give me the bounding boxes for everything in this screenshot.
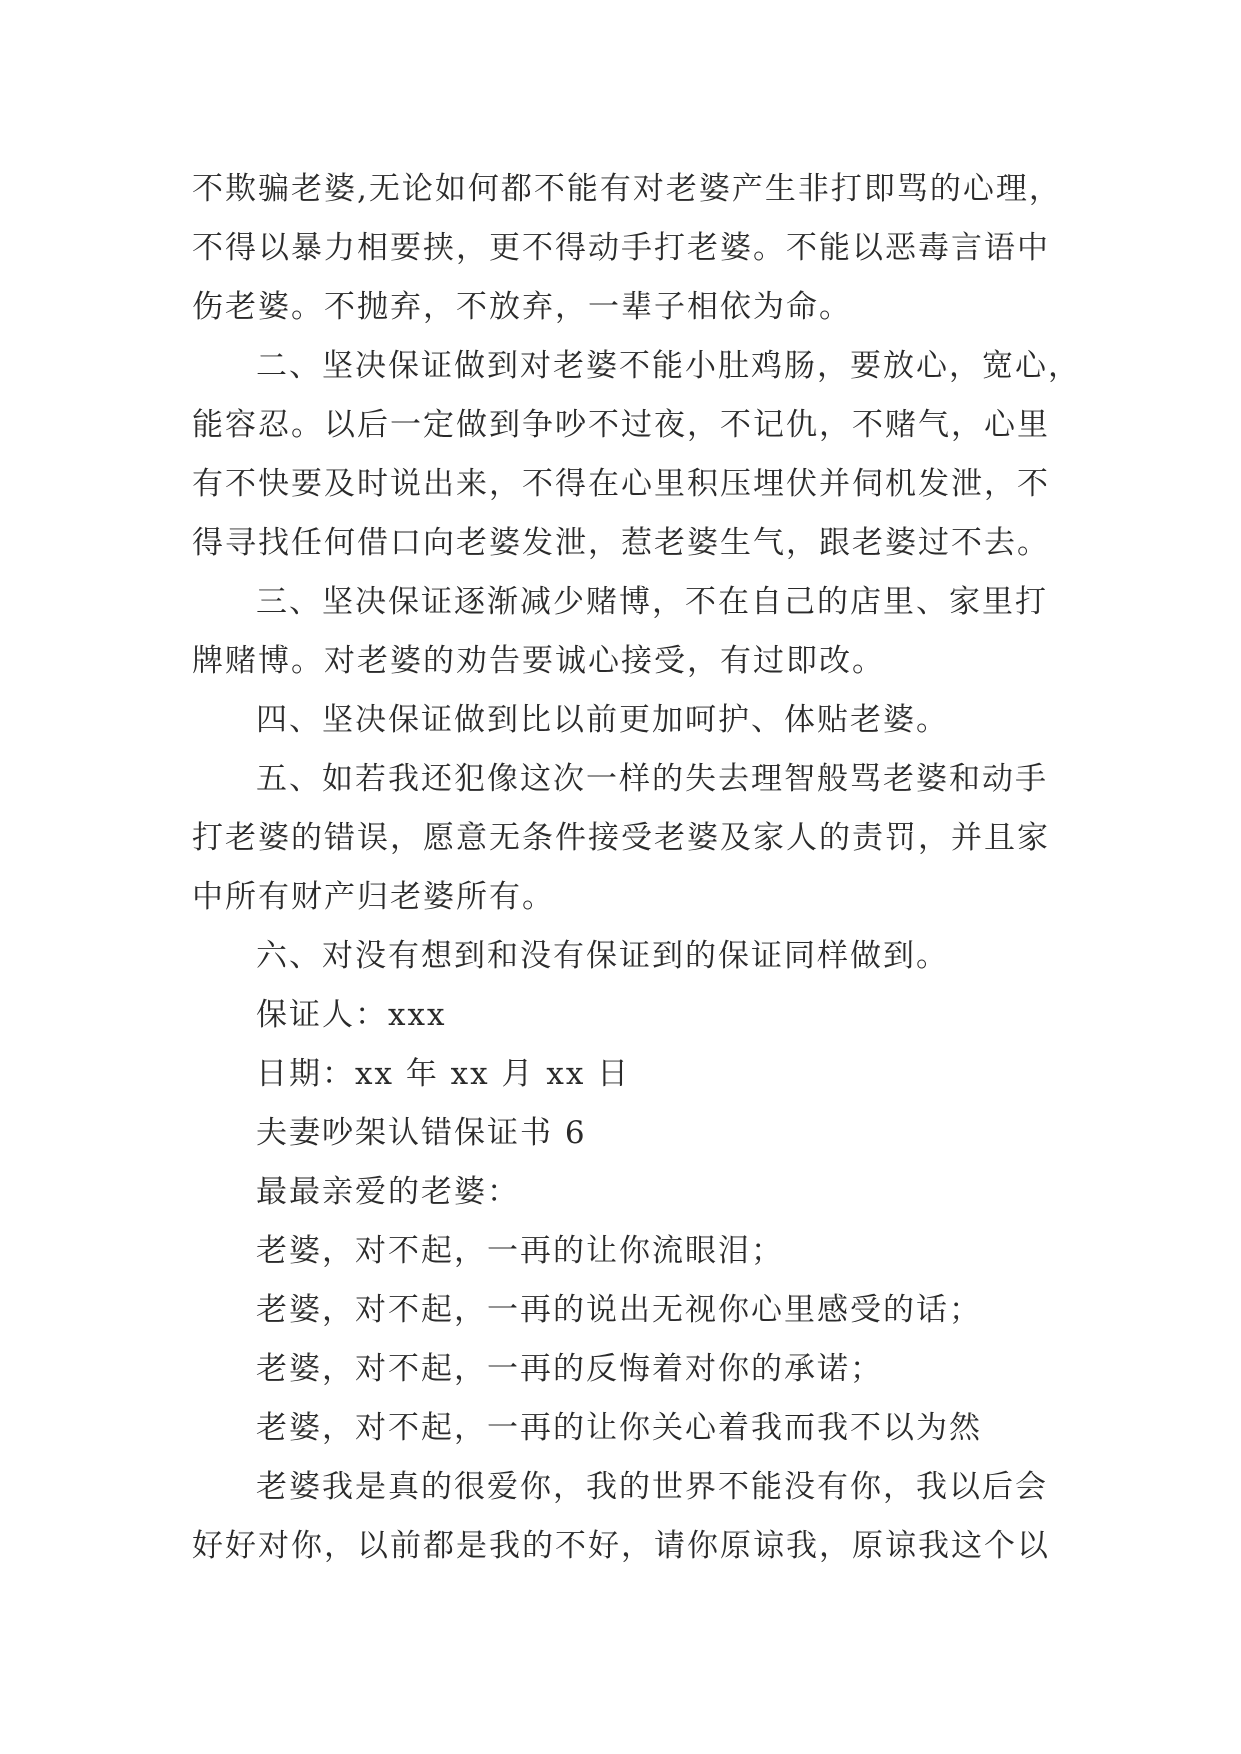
text-line: 老婆，对不起，一再的让你关心着我而我不以为然 (256, 1410, 982, 1446)
text-line: 老婆，对不起，一再的让你流眼泪； (256, 1233, 784, 1269)
text-line: 老婆，对不起，一再的说出无视你心里感受的话； (256, 1292, 982, 1328)
date-line: 日期：xx 年 xx 月 xx 日 (256, 1056, 631, 1092)
text-line: 二、坚决保证做到对老婆不能小肚鸡肠，要放心，宽心， (256, 348, 1081, 384)
text-line: 老婆，对不起，一再的反悔着对你的承诺； (256, 1351, 883, 1387)
text-line: 能容忍。以后一定做到争吵不过夜，不记仇，不赌气，心里 (192, 407, 1050, 443)
text-line: 得寻找任何借口向老婆发泄，惹老婆生气，跟老婆过不去。 (192, 525, 1050, 561)
text-line: 三、坚决保证逐渐减少赌博，不在自己的店里、家里打 (256, 584, 1048, 620)
text-line: 好好对你，以前都是我的不好，请你原谅我，原谅我这个以 (192, 1528, 1050, 1564)
section-title: 夫妻吵架认错保证书 6 (256, 1115, 587, 1151)
salutation-line: 最最亲爱的老婆： (256, 1174, 520, 1210)
text-line: 牌赌博。对老婆的劝告要诚心接受，有过即改。 (192, 643, 885, 679)
text-line: 五、如若我还犯像这次一样的失去理智般骂老婆和动手 (256, 761, 1048, 797)
text-line: 六、对没有想到和没有保证到的保证同样做到。 (256, 938, 949, 974)
text-line: 不得以暴力相要挟，更不得动手打老婆。不能以恶毒言语中 (192, 230, 1050, 266)
guarantor-line: 保证人：xxx (256, 997, 447, 1033)
text-line: 有不快要及时说出来，不得在心里积压埋伏并伺机发泄，不 (192, 466, 1050, 502)
text-line: 中所有财产归老婆所有。 (192, 879, 555, 915)
text-line: 打老婆的错误，愿意无条件接受老婆及家人的责罚，并且家 (192, 820, 1050, 856)
text-line: 伤老婆。不抛弃，不放弃，一辈子相依为命。 (192, 289, 852, 325)
document-body (192, 160, 1092, 1576)
text-line: 四、坚决保证做到比以前更加呵护、体贴老婆。 (256, 702, 949, 738)
text-line: 不欺骗老婆,无论如何都不能有对老婆产生非打即骂的心理， (192, 171, 1062, 207)
text-line: 老婆我是真的很爱你，我的世界不能没有你，我以后会 (256, 1469, 1048, 1505)
